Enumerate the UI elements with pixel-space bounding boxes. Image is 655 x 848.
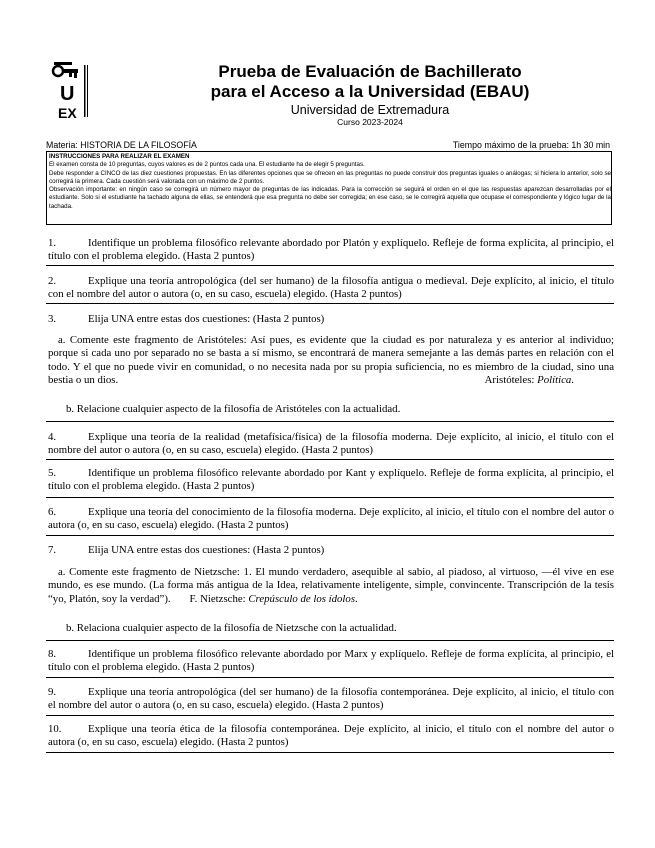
question-number: 5. (48, 467, 57, 479)
instructions-line-1: El examen consta de 10 preguntas, cuyos valores es de 2 puntos cada una. El estudiante ha de elegir 5 preguntas. (49, 161, 365, 169)
question-number: 2. (48, 275, 57, 287)
university-name: Universidad de Extremadura (290, 103, 450, 117)
svg-text:EX: EX (58, 105, 77, 120)
fragment-work: Política (537, 374, 572, 387)
question-3 (48, 313, 614, 326)
question-number: 6. (48, 506, 57, 518)
question-2 (48, 275, 614, 302)
question-text: Explique una teoría del conocimiento de la filosofía moderna. Deje explícito, al inicio, el título con el nombre del autor o autora (o, en su caso, escuela) elegido. (Hasta 2 puntos) (48, 506, 614, 532)
option-b-text: b. Relacione cualquier aspecto de la filosofía de Aristóteles con la actualidad. (66, 403, 401, 415)
question-8 (48, 648, 614, 675)
divider (46, 640, 614, 641)
question-5 (48, 467, 614, 494)
meta-row (46, 140, 610, 151)
instructions-heading: INSTRUCCIONES PARA REALIZAR EL EXAMEN (49, 153, 190, 160)
instructions-line-3: Observación importante: en ningún caso se corregirá un número mayor de preguntas de las indicadas. Para la corrección se seguirá el orden en el que las respuestas aparezcan desarrolladas por el estudiante. Solo si el estudiante ha tachado alguna de ellas, se entenderá que esa pregunta no debe ser corregida; en ese caso, se le corregirá aquella que ocupase el correspondiente y lógico lugar de la tachada. (49, 186, 611, 210)
question-3-option-b (48, 403, 614, 416)
question-4 (48, 431, 614, 458)
question-1 (48, 237, 614, 264)
question-6 (48, 506, 614, 533)
question-7 (48, 544, 614, 557)
title-line-2: para el Acceso a la Universidad (EBAU) (210, 82, 530, 101)
question-text: Identifique un problema filosófico relevante abordado por Kant y explíquelo. Refleje de forma explícita, al principio, el título con el problema elegido. (Hasta 2 puntos) (48, 467, 614, 493)
exam-header (160, 62, 580, 128)
question-number: 10. (48, 723, 62, 735)
question-number: 3. (48, 313, 57, 325)
question-text: Explique una teoría antropológica (del ser humano) de la filosofía contemporánea. Deje explícito, al inicio, el título con el nombre del autor o autora (o, en su caso, escuela) elegido. (Hasta 2 puntos) (48, 686, 614, 712)
question-text: Identifique un problema filosófico relevante abordado por Marx y explíquelo. Refleje de forma explícita, al principio, el título con el problema elegido. (Hasta 2 puntos) (48, 648, 614, 674)
fragment-end: . (571, 374, 574, 387)
divider (46, 459, 614, 460)
divider (46, 715, 614, 716)
question-number: 9. (48, 686, 57, 698)
svg-text:U: U (60, 83, 75, 105)
divider (46, 421, 614, 422)
fragment-end: . (355, 592, 358, 605)
question-text: Explique una teoría ética de la filosofía contemporánea. Deje explícito, al inicio, el título con el nombre del autor o autora (o, en su caso, escuela) elegido. (Hasta 2 puntos) (48, 723, 614, 749)
instructions-line-2: Debe responder a CINCO de las diez cuestiones propuestas. En las diferentes opciones que se ofrecen en las preguntas no puede construir dos preguntas iguales o análogas; si hiciera lo anterior, solo se corregirá la primera. Cada cuestión será valorada con un máximo de 2 puntos. (49, 169, 611, 185)
title-line-1: Prueba de Evaluación de Bachillerato (218, 62, 522, 81)
divider (46, 535, 614, 536)
divider (46, 497, 614, 498)
question-9 (48, 686, 614, 713)
question-3-option-a (48, 334, 614, 388)
question-number: 8. (48, 648, 57, 660)
question-text: Identifique un problema filosófico relevante abordado por Platón y explíquelo. Refleje de forma explícita, al principio, el título con el problema elegido. (Hasta 2 puntos) (48, 237, 614, 263)
divider (46, 265, 614, 266)
course-year: Curso 2023-2024 (337, 117, 403, 127)
option-a-text: a. Comente este fragmento de Aristóteles: Así pues, es evidente que la ciudad es por naturaleza y es anterior al individuo; porque si cada uno por separado no se basta a sí mismo, se encontrará de manera semejante a las demás partes en relación con el todo. Y el que no puede vivir en comunidad, o no necesita nada por su propia suficiencia, no es miembro de la ciudad, sino una bestia o un dios. (48, 334, 614, 387)
question-number: 4. (48, 431, 57, 443)
question-number: 7. (48, 544, 57, 556)
divider (46, 752, 614, 753)
question-7-option-b (48, 622, 614, 635)
uex-logo-icon (50, 60, 100, 120)
time-label: Tiempo máximo de la prueba: 1h 30 min (452, 140, 610, 150)
fragment-author: F. Nietzsche: (189, 592, 249, 605)
option-a-text: a. Comente este fragmento de Nietzsche: 1. El mundo verdadero, asequible al sabio, al piadoso, al virtuoso, —él vive en ese mundo, es ese mundo. (La forma más antigua de la Idea, relativamente inteligente, simple, convincente. Transcripción de la tesis “yo, Platón, soy la verdad”). (48, 566, 614, 605)
question-text: Explique una teoría antropológica (del ser humano) de la filosofía antigua o medieval. Deje explícito, al inicio, el título con el nombre del autor o autora (o, en su caso, escuela) elegido. (Hasta 2 puntos) (48, 275, 614, 301)
fragment-work: Crepúsculo de los ídolos (248, 592, 356, 605)
divider (46, 303, 614, 304)
question-10 (48, 723, 614, 750)
question-7-option-a (48, 566, 614, 606)
fragment-author: Aristóteles: (484, 374, 538, 387)
subject-label: Materia: HISTORIA DE LA FILOSOFÍA (46, 140, 197, 150)
question-text: Elija UNA entre estas dos cuestiones: (Hasta 2 puntos) (88, 544, 325, 556)
divider (46, 677, 614, 678)
option-b-text: b. Relaciona cualquier aspecto de la filosofía de Nietzsche con la actualidad. (66, 622, 397, 634)
question-text: Elija UNA entre estas dos cuestiones: (Hasta 2 puntos) (88, 313, 325, 325)
question-number: 1. (48, 237, 57, 249)
question-text: Explique una teoría de la realidad (metafísica/física) de la filosofía moderna. Deje explícito, al inicio, el título con el nombre del autor o autora (o, en su caso, escuela) elegido. (Hasta 2 puntos) (48, 431, 614, 457)
instructions (49, 153, 611, 211)
